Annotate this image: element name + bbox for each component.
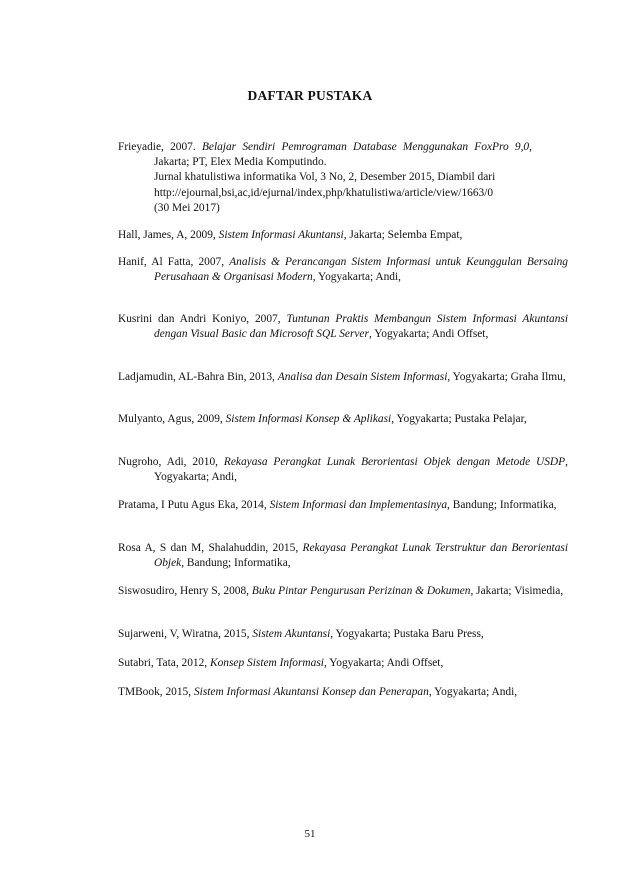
reference-url: http://ejournal,bsi,ac,id/ejurnal/index,php/khatulistiwa/article/view/1663/0 bbox=[154, 186, 494, 199]
reference-publisher: , Yogyakarta; Andi, bbox=[312, 271, 402, 284]
reference-item bbox=[118, 228, 568, 243]
reference-publisher: , Yogyakarta; Graha Ilmu, bbox=[447, 371, 566, 383]
reference-title: Sistem Informasi Akuntansi bbox=[218, 229, 344, 241]
reference-title: Sistem Informasi Konsep & Aplikasi bbox=[225, 413, 392, 425]
reference-publisher: , Yogyakarta; Andi Offset, bbox=[323, 657, 444, 669]
reference-title: Sistem Akuntansi bbox=[252, 628, 331, 640]
reference-title: Belajar Sendiri Pemrograman Database Menggunakan FoxPro 9,0 bbox=[201, 141, 530, 153]
reference-publisher: , Jakarta; Selemba Empat, bbox=[343, 229, 463, 241]
reference-item bbox=[118, 455, 568, 485]
page-title: DAFTAR PUSTAKA bbox=[247, 88, 373, 103]
reference-author: Frieyadie, 2007. bbox=[118, 141, 196, 153]
reference-item bbox=[118, 140, 532, 216]
reference-item bbox=[118, 584, 568, 599]
reference-item bbox=[118, 541, 568, 571]
reference-title: Sistem Informasi Akuntansi Konsep dan Penerapan bbox=[193, 686, 429, 698]
reference-item bbox=[118, 627, 568, 642]
reference-author: Hanif, Al Fatta, 2007, bbox=[118, 256, 225, 268]
reference-title: Analisis & Perancangan Sistem Informasi untuk Keunggulan Bersaing Perusahaan & Organisasi Modern bbox=[154, 256, 568, 284]
reference-author: Mulyanto, Agus, 2009, bbox=[118, 413, 223, 425]
reference-title: Sistem Informasi dan Implementasinya bbox=[269, 499, 448, 511]
reference-item bbox=[118, 370, 568, 385]
reference-publisher: , Bandung; Informatika, bbox=[447, 499, 557, 511]
reference-item bbox=[118, 312, 568, 342]
reference-item bbox=[118, 498, 568, 513]
reference-title: Konsep Sistem Informasi bbox=[210, 657, 324, 669]
reference-author: Kusrini dan Andri Koniyo, 2007, bbox=[118, 313, 281, 325]
reference-publisher: , Yogyakarta; Pustaka Pelajar, bbox=[391, 413, 527, 425]
reference-publisher: , Yogyakarta; Andi Offset, bbox=[368, 328, 489, 341]
reference-title: Buku Pintar Pengurusan Perizinan & Dokumen bbox=[251, 585, 471, 597]
reference-title: Tuntunan Praktis Membangun Sistem Informasi Akuntansi dengan Visual Basic dan Microsoft SQL Server bbox=[154, 313, 568, 341]
reference-author: Nugroho, Adi, 2010, bbox=[118, 456, 219, 468]
reference-author: Pratama, I Putu Agus Eka, 2014, bbox=[118, 499, 267, 511]
reference-author: Hall, James, A, 2009, bbox=[118, 229, 216, 241]
reference-publisher: , Jakarta; Visimedia, bbox=[470, 585, 564, 597]
reference-title: Analisa dan Desain Sistem Informasi bbox=[277, 371, 448, 383]
reference-author: Siswosudiro, Henry S, 2008, bbox=[118, 585, 249, 597]
reference-author: Sutabri, Tata, 2012, bbox=[118, 657, 208, 669]
reference-publisher: , Jakarta; PT, Elex Media Komputindo. bbox=[154, 141, 532, 169]
reference-item bbox=[118, 656, 568, 671]
reference-title: Rekayasa Perangkat Lunak Berorientasi Objek dengan Metode USDP bbox=[223, 456, 566, 468]
reference-item bbox=[118, 255, 568, 285]
page-number: 51 bbox=[304, 828, 316, 840]
reference-publisher: , Yogyakarta; Andi, bbox=[154, 456, 568, 484]
reference-publisher: , Bandung; Informatika, bbox=[181, 557, 291, 570]
reference-item bbox=[118, 685, 568, 700]
reference-journal: Jurnal khatulistiwa informatika Vol, 3 No, 2, Desember 2015, Diambil dari bbox=[154, 171, 496, 184]
reference-title: Rekayasa Perangkat Lunak Terstruktur dan Berorientasi Objek bbox=[154, 542, 568, 570]
reference-author: Ladjamudin, AL-Bahra Bin, 2013, bbox=[118, 371, 275, 383]
reference-author: Rosa A, S dan M, Shalahuddin, 2015, bbox=[118, 542, 299, 554]
reference-item bbox=[118, 412, 568, 427]
reference-access-date: (30 Mei 2017) bbox=[154, 201, 220, 214]
reference-author: Sujarweni, V, Wiratna, 2015, bbox=[118, 628, 250, 640]
reference-author: TMBook, 2015, bbox=[118, 686, 192, 698]
reference-publisher: , Yogyakarta; Pustaka Baru Press, bbox=[330, 628, 484, 640]
reference-publisher: , Yogyakarta; Andi, bbox=[428, 686, 518, 698]
